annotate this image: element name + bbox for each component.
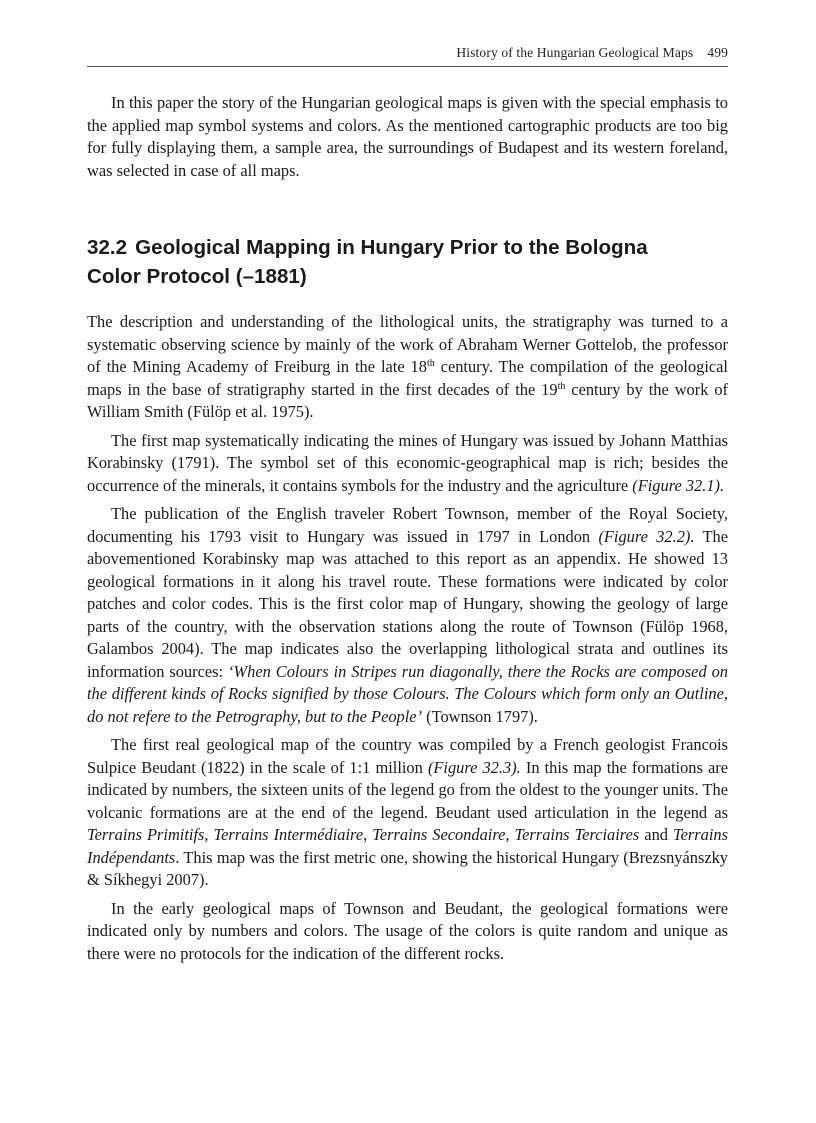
figure-ref-32-1: (Figure 32.1). — [632, 475, 725, 495]
p4-term-3: Terrains Indépendants — [87, 825, 728, 867]
intro-block — [87, 92, 728, 188]
p1-superscript-1: th — [426, 358, 435, 369]
p4-text-e: . This map was the first metric one, showing the historical Hungary (Brezsnyánszky & Síkhegyi 2007). — [87, 847, 728, 889]
running-head — [87, 45, 728, 67]
paragraph-4 — [87, 734, 728, 892]
p4-term-2: Terrains Secondaire, Terrains Terciaires — [372, 825, 640, 844]
p1-text-c: century by the work of William Smith (Fülöp et al. 1975). — [87, 379, 729, 421]
paragraph-1 — [87, 311, 728, 424]
page-number: 499 — [707, 45, 728, 60]
section-number: 32.2 — [87, 236, 128, 259]
paragraph-3 — [87, 503, 728, 728]
intro-paragraph: In this paper the story of the Hungarian geological maps is given with the special emphasis to the applied map symbol systems and colors. As the mentioned cartographic products are too big for fully displaying them, a sample area, the surroundings of Budapest and its western foreland, was selected in case of all maps. — [87, 93, 728, 180]
p3-text-a: The publication of the English traveler Robert Townson, member of the Royal Society, documenting his 1793 visit to Hungary was issued in 1797 in London — [87, 504, 728, 546]
p4-text-d: and — [639, 825, 674, 844]
figure-ref-32-3: (Figure 32.3). — [427, 757, 521, 777]
section-heading — [87, 233, 747, 291]
figure-ref-32-2: (Figure 32.2). — [598, 526, 695, 546]
p4-text-a: The first real geological map of the country was compiled by a French geologist Francois Sulpice Beudant (1822) in the scale of 1:1 million — [87, 735, 728, 777]
townson-quote: ‘When Colours in Stripes run diagonally, there the Rocks are composed on the different kinds of Rocks signified by those Colours. The Colours which form only an Outline, do not refere to the Petrography, but to the People’ — [87, 661, 729, 726]
p3-text-b: The abovementioned Korabinsky map was attached to this report as an appendix. He showed 13 geological formations in it along his travel route. These formations were indicated by color patches and color codes. This is the first color map of Hungary, showing the geology of large parts of the country, with the observation stations along the route of Townson (Fülöp 1968, Galambos 2004). The map indicates also the overlapping lithological strata and outlines its information sources: — [87, 526, 728, 681]
p3-text-c: (Townson 1797). — [422, 706, 538, 726]
paragraph-2 — [87, 430, 728, 498]
p2-text-a: The first map systematically indicating the mines of Hungary was issued by Johann Matthias Korabinsky (1791). The symbol set of this economic-geographical map is rich; besides the occurrence of the minerals, it contains symbols for the industry and the agriculture — [87, 430, 728, 495]
section-body — [87, 311, 728, 971]
p1-text-b: century. The compilation of the geological maps in the base of stratigraphy started in the first decades of the 19 — [87, 357, 728, 399]
paragraph-5: In the early geological maps of Townson and Beudant, the geological formations were indicated only by numbers and colors. The usage of the colors is quite random and unique as there were no protocols for the indication of the different rocks. — [87, 898, 728, 963]
section-title-line2: Color Protocol (–1881) — [87, 265, 307, 288]
p1-superscript-2: th — [557, 380, 566, 392]
running-head-title: History of the Hungarian Geological Maps — [456, 45, 694, 60]
p4-term-1: Terrains Primitifs, Terrains Intermédiaire — [87, 825, 364, 844]
section-title-line1: Geological Mapping in Hungary Prior to the Bologna — [135, 236, 648, 259]
p4-text-c: , — [363, 825, 373, 844]
p1-text-a: The description and understanding of the lithological units, the stratigraphy was turned to a systematic observing science by mainly of the work of Abraham Werner Gottelob, the professor of the Mining Academy of Freiburg in the late 18 — [87, 312, 728, 376]
p4-text-b: In this map the formations are indicated by numbers, the sixteen units of the legend go from the oldest to the younger units. The volcanic formations are at the end of the legend. Beudant used articulation in the legend as — [87, 757, 728, 822]
